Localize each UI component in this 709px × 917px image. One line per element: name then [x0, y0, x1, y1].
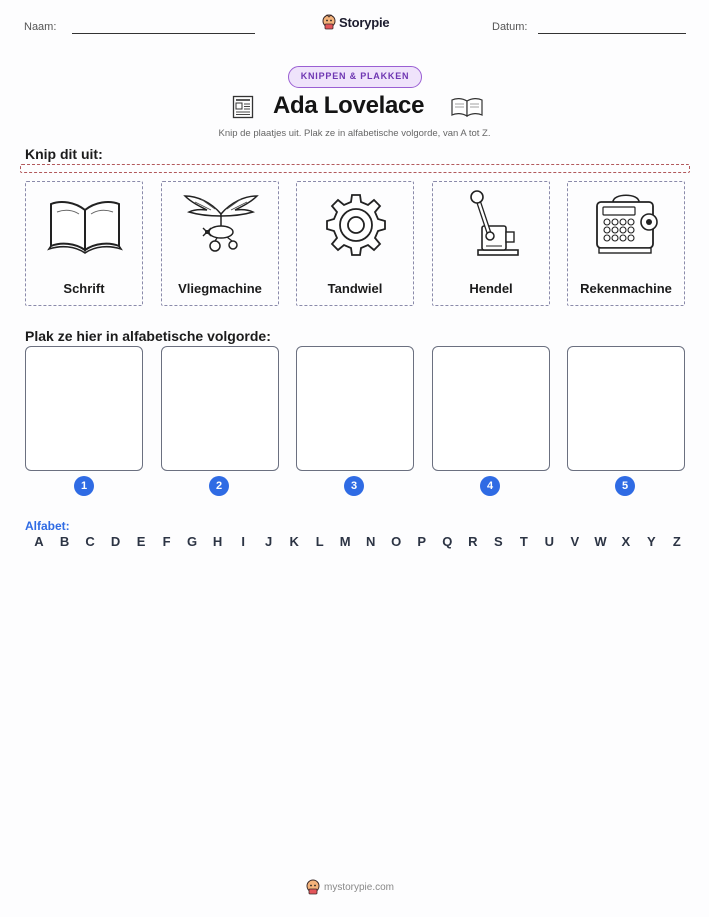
alphabet-letter: I: [241, 534, 245, 549]
open-book-icon: [45, 188, 125, 258]
alphabet-letter: Y: [647, 534, 656, 549]
alphabet-letter: P: [417, 534, 427, 549]
lever-icon: [452, 188, 532, 258]
alphabet-letter: W: [594, 534, 607, 549]
storypie-mascot-icon: [322, 14, 336, 30]
brand-name: Storypie: [339, 14, 390, 30]
alphabet-letter: T: [519, 534, 528, 549]
card-label: Schrift: [63, 281, 105, 296]
alphabet-letter: U: [544, 534, 554, 549]
brand: [322, 14, 389, 30]
cut-section-heading: Knip dit uit:: [25, 146, 103, 162]
alphabet-letter: M: [339, 534, 351, 549]
alphabet-row: [33, 534, 683, 552]
slot-number-1: 1: [74, 476, 94, 496]
footer: [306, 879, 394, 895]
paste-slot-5[interactable]: [567, 346, 685, 471]
paste-slot-1[interactable]: [25, 346, 143, 471]
paste-slot-4[interactable]: [432, 346, 550, 471]
slot-number-2: 2: [209, 476, 229, 496]
card-label: Tandwiel: [327, 281, 383, 296]
date-label: Datum:: [492, 21, 528, 33]
alphabet-letter: S: [493, 534, 503, 549]
cut-card-hendel[interactable]: [432, 181, 550, 306]
alphabet-letter: N: [366, 534, 376, 549]
slot-number-3: 3: [344, 476, 364, 496]
slot-number-4: 4: [480, 476, 500, 496]
name-label: Naam:: [24, 21, 57, 33]
calculating-machine-icon: [587, 188, 667, 258]
cut-card-vliegmachine[interactable]: [161, 181, 279, 306]
alphabet-letter: D: [110, 534, 121, 549]
alphabet-letter: X: [621, 534, 631, 549]
paste-slot-3[interactable]: [296, 346, 414, 471]
instructions: Knip de plaatjes uit. Plak ze in alfabetische volgorde, van A tot Z.: [218, 128, 491, 139]
gear-icon: [316, 188, 396, 258]
alphabet-letter: J: [265, 534, 273, 549]
alphabet-letter: E: [136, 534, 146, 549]
alphabet-letter: H: [212, 534, 223, 549]
alphabet-letter: K: [289, 534, 299, 549]
page-title: Ada Lovelace: [273, 92, 425, 119]
activity-badge: KNIPPEN & PLAKKEN: [288, 66, 422, 88]
cut-line: [20, 164, 690, 173]
date-field-line[interactable]: [538, 33, 686, 34]
alphabet-letter: G: [187, 534, 198, 549]
alphabet-letter: V: [570, 534, 580, 549]
card-label: Hendel: [469, 281, 513, 296]
card-label: Vliegmachine: [178, 281, 262, 296]
cut-card-rekenmachine[interactable]: [567, 181, 685, 306]
footer-url[interactable]: mystorypie.com: [324, 881, 395, 893]
cut-card-tandwiel[interactable]: [296, 181, 414, 306]
alphabet-letter: Z: [672, 534, 681, 549]
alphabet-letter: F: [162, 534, 171, 549]
card-label: Rekenmachine: [580, 281, 672, 296]
cut-card-schrift[interactable]: [25, 181, 143, 306]
name-field-line[interactable]: [72, 33, 255, 34]
winged-flying-machine-icon: [181, 188, 261, 258]
storypie-mascot-icon: [306, 879, 320, 895]
open-book-icon: [450, 96, 484, 118]
alphabet-letter: R: [468, 534, 478, 549]
alphabet-letter: Q: [442, 534, 453, 549]
alphabet-letter: A: [34, 534, 44, 549]
newspaper-icon: [232, 95, 254, 119]
alphabet-letter: L: [315, 534, 324, 549]
alphabet-letter: C: [85, 534, 95, 549]
alphabet-label: Alfabet:: [25, 519, 70, 533]
paste-section-heading: Plak ze hier in alfabetische volgorde:: [25, 328, 271, 344]
worksheet-header: [0, 14, 709, 42]
title-row: [0, 92, 709, 124]
alphabet-letter: O: [391, 534, 402, 549]
slot-number-5: 5: [615, 476, 635, 496]
alphabet-letter: B: [59, 534, 70, 549]
paste-slot-2[interactable]: [161, 346, 279, 471]
